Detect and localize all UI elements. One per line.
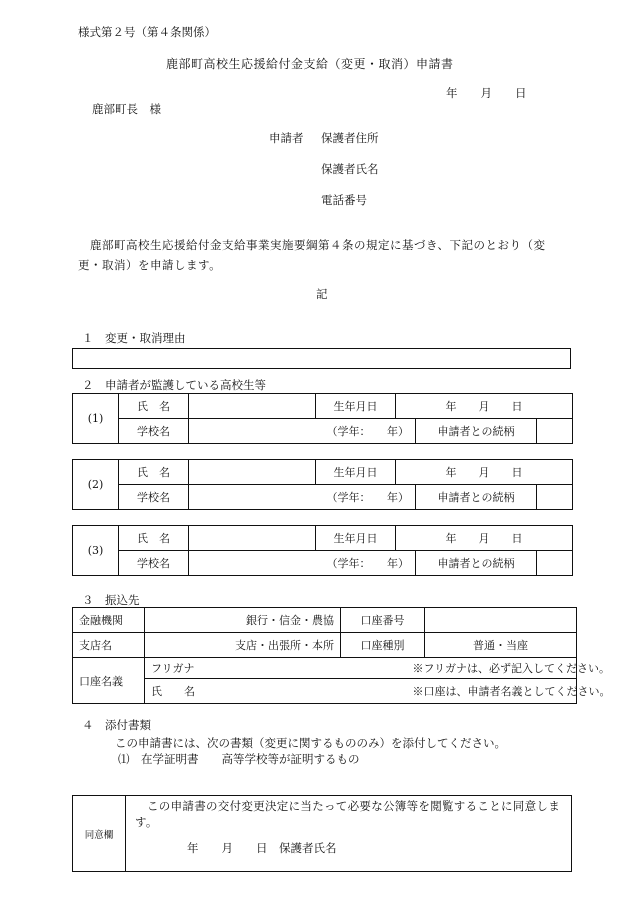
school-field[interactable] xyxy=(189,485,416,510)
student-name-field[interactable] xyxy=(189,460,316,485)
section1-heading: １ 変更・取消理由 xyxy=(82,331,186,345)
consent-label: 同意欄 xyxy=(73,796,126,871)
school-label: 学校名 xyxy=(119,551,189,576)
birth-label: 生年月日 xyxy=(316,526,396,551)
furigana-label: フリガナ xyxy=(151,662,195,675)
name-label: 氏 名 xyxy=(119,460,189,485)
school-label: 学校名 xyxy=(119,485,189,510)
relation-field[interactable] xyxy=(537,419,573,444)
birth-date-field[interactable]: 年 月 日 xyxy=(396,526,573,551)
student-index: (3) xyxy=(73,526,119,576)
addressee: 鹿部町長 様 xyxy=(92,102,161,116)
date-line: 年 月 日 xyxy=(446,86,527,100)
name-label: 氏 名 xyxy=(119,526,189,551)
guardian-address-label: 保護者住所 xyxy=(321,131,379,145)
consent-date-sign[interactable]: 年 月 日 保護者氏名 xyxy=(187,841,337,855)
school-field[interactable] xyxy=(189,551,416,576)
furigana-field[interactable] xyxy=(145,658,610,679)
account-type-label: 口座種別 xyxy=(341,633,425,658)
relation-label: 申請者との続柄 xyxy=(416,485,537,510)
section4-heading: ４ 添付書類 xyxy=(82,718,151,732)
student-name-field[interactable] xyxy=(189,394,316,419)
attachment-text: この申請書には、次の書類（変更に関するもののみ）を添付してください。 xyxy=(115,736,506,750)
school-field[interactable] xyxy=(189,419,416,444)
relation-field[interactable] xyxy=(537,551,573,576)
relation-label: 申請者との続柄 xyxy=(416,419,537,444)
branch-types: 支店・出張所・本所 xyxy=(235,639,334,652)
applicant-label: 申請者 xyxy=(269,131,304,145)
student-table xyxy=(72,459,573,510)
change-reason-field[interactable] xyxy=(72,348,571,369)
relation-field[interactable] xyxy=(537,485,573,510)
consent-box xyxy=(72,795,572,872)
phone-label: 電話番号 xyxy=(321,193,367,207)
bank-table xyxy=(72,607,611,704)
birth-date-field[interactable]: 年 月 日 xyxy=(396,460,573,485)
student-table xyxy=(72,393,573,444)
consent-text: この申請書の交付変更決定に当たって必要な公簿等を閲覧することに同意します。 xyxy=(135,799,560,829)
school-label: 学校名 xyxy=(119,419,189,444)
name-label: 氏 名 xyxy=(119,394,189,419)
holder-name-note: ※口座は、申請者名義としてください。 xyxy=(412,685,611,698)
student-name-field[interactable] xyxy=(189,526,316,551)
student-table xyxy=(72,525,573,576)
account-number-field[interactable] xyxy=(425,608,577,633)
ki-label: 記 xyxy=(316,287,328,301)
student-index: (2) xyxy=(73,460,119,510)
document-title: 鹿部町高校生応援給付金支給（変更・取消）申請書 xyxy=(166,57,454,71)
attachment-item: ⑴ 在学証明書 高等学校等が証明するもの xyxy=(118,752,360,766)
section3-heading: ３ 振込先 xyxy=(82,593,140,607)
grade-label: （学年： 年） xyxy=(326,425,409,438)
form-number: 様式第２号（第４条関係） xyxy=(78,25,216,39)
bank-label: 金融機関 xyxy=(73,608,145,633)
account-number-label: 口座番号 xyxy=(341,608,425,633)
holder-name-label: 氏 名 xyxy=(151,685,195,698)
birth-label: 生年月日 xyxy=(316,394,396,419)
relation-label: 申請者との続柄 xyxy=(416,551,537,576)
bank-types: 銀行・信金・農協 xyxy=(246,614,334,627)
branch-label: 支店名 xyxy=(73,633,145,658)
branch-field[interactable] xyxy=(145,633,341,658)
grade-label: （学年： 年） xyxy=(326,557,409,570)
birth-date-field[interactable]: 年 月 日 xyxy=(396,394,573,419)
account-holder-label: 口座名義 xyxy=(73,658,145,704)
furigana-note: ※フリガナは、必ず記入してください。 xyxy=(412,662,610,675)
bank-field[interactable] xyxy=(145,608,341,633)
guardian-name-label: 保護者氏名 xyxy=(321,162,379,176)
birth-label: 生年月日 xyxy=(316,460,396,485)
account-type-field[interactable]: 普通・当座 xyxy=(425,633,577,658)
grade-label: （学年： 年） xyxy=(326,491,409,504)
section2-heading: ２ 申請者が監護している高校生等 xyxy=(82,378,266,392)
student-index: (1) xyxy=(73,394,119,444)
holder-name-field[interactable] xyxy=(145,679,611,704)
intro-text: 鹿部町高校生応援給付金支給事業実施要綱第４条の規定に基づき、下記のとおり（変更・取消）を申請します。 xyxy=(78,238,546,272)
